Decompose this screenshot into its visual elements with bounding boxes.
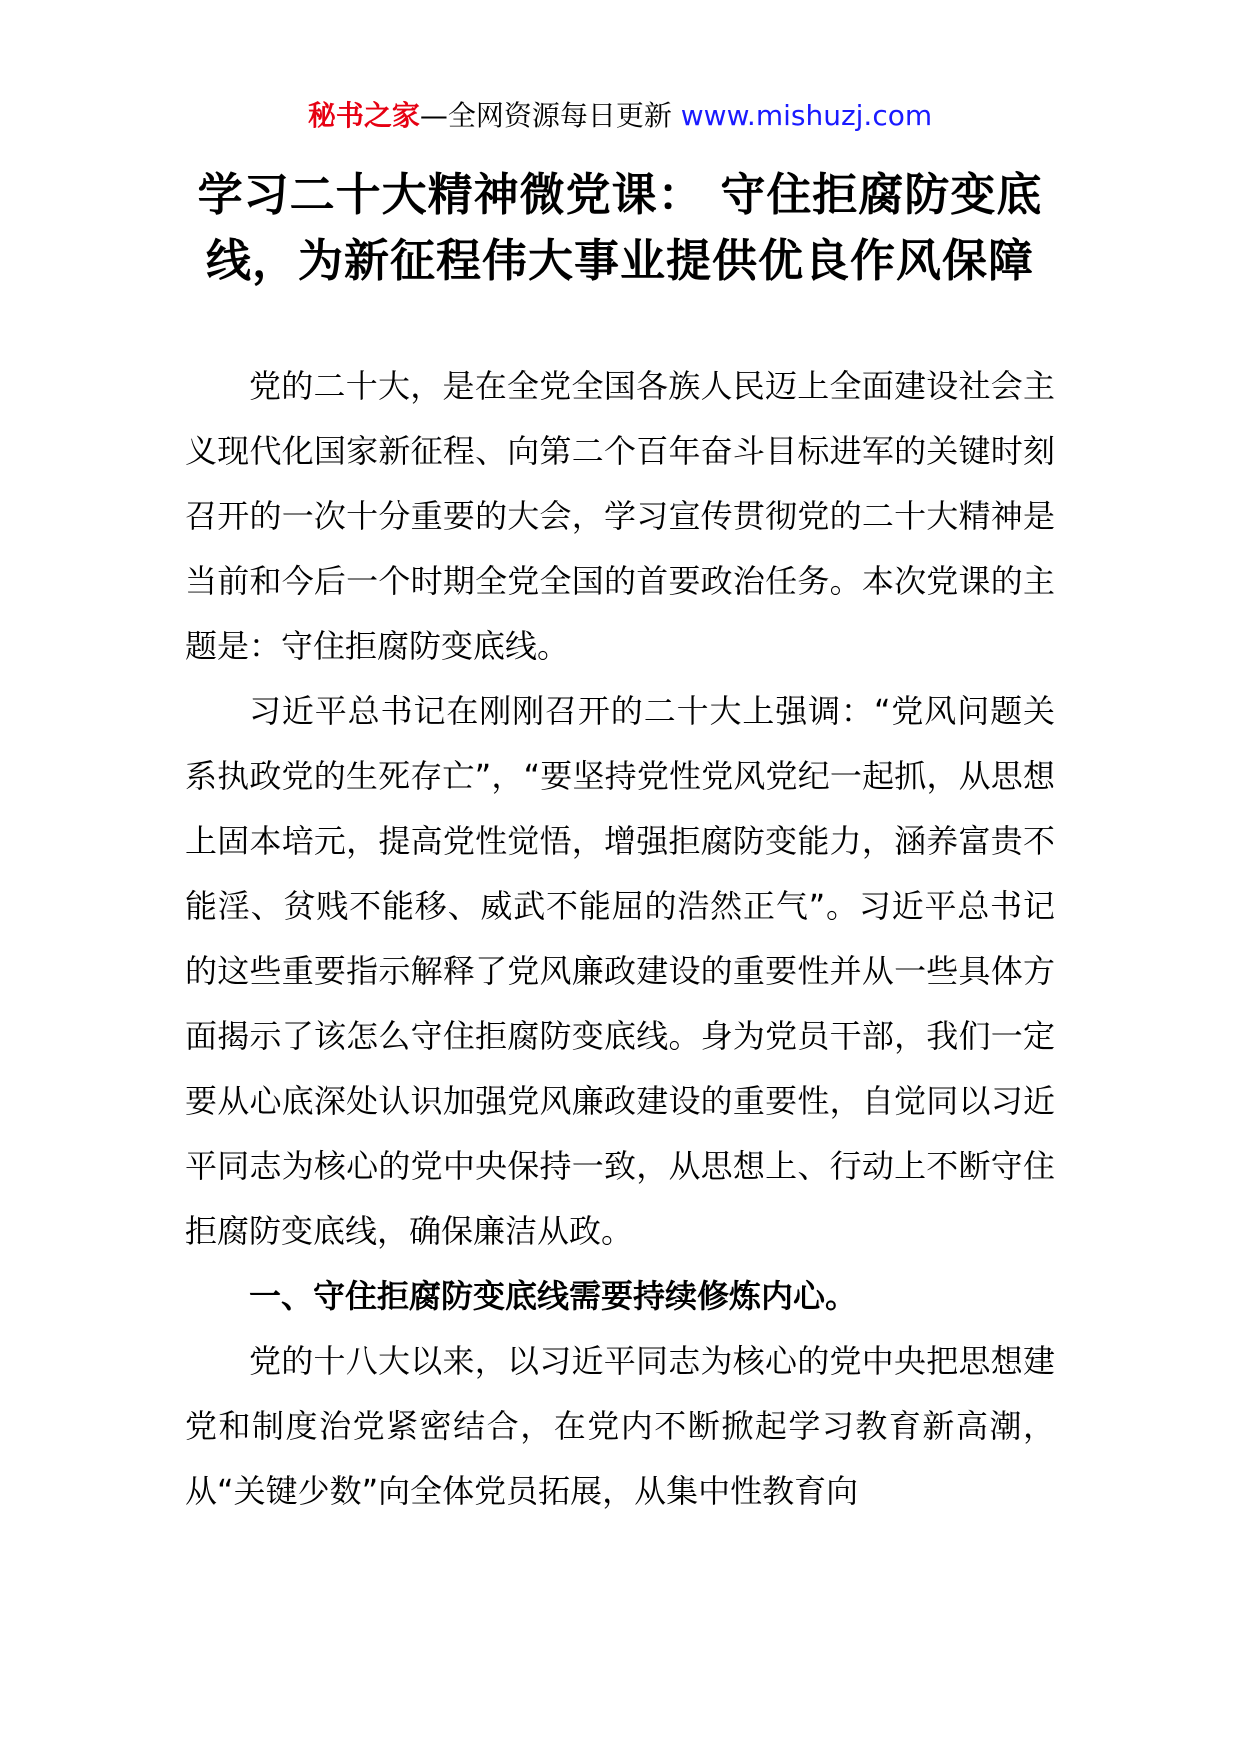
paragraph-intro: 党的二十大，是在全党全国各族人民迈上全面建设社会主义现代化国家新征程、向第二个百年奋斗目标进军的关键时刻召开的一次十分重要的大会，学习宣传贯彻党的二十大精神是当前和今后一个时期全党全国的首要政治任务。本次党课的主题是：守住拒腐防变底线。 — [185, 367, 1055, 665]
document-title: 学习二十大精神微党课： 守住拒腐防变底线，为新征程伟大事业提供优良作风保障 — [197, 168, 1043, 287]
paragraph-section-1: 党的十八大以来，以习近平同志为核心的党中央把思想建党和制度治党紧密结合，在党内不断掀起学习教育新高潮，从“关键少数”向全体党员拓展，从集中性教育向 — [185, 1342, 1055, 1510]
brand-name: 秘书之家 — [307, 99, 420, 132]
header-tagline: —全网资源每日更新 — [419, 99, 681, 132]
site-url[interactable]: www.mishuzj.com — [680, 99, 933, 132]
document-body — [185, 354, 1055, 1524]
paragraph-quote: 习近平总书记在刚刚召开的二十大上强调：“党风问题关系执政党的生死存亡”，“要坚持党性党风党纪一起抓，从思想上固本培元，提高党性觉悟，增强拒腐防变能力，涵养富贵不能淫、贫贱不能移、威武不能屈的浩然正气”。习近平总书记的这些重要指示解释了党风廉政建设的重要性并从一些具体方面揭示了该怎么守住拒腐防变底线。身为党员干部，我们一定要从心底深处认识加强党风廉政建设的重要性，自觉同以习近平同志为核心的党中央保持一致，从思想上、行动上不断守住拒腐防变底线，确保廉洁从政。 — [185, 692, 1055, 1250]
header-line — [0, 96, 1240, 136]
section-heading-1: 一、守住拒腐防变底线需要持续修炼内心。 — [249, 1277, 858, 1315]
